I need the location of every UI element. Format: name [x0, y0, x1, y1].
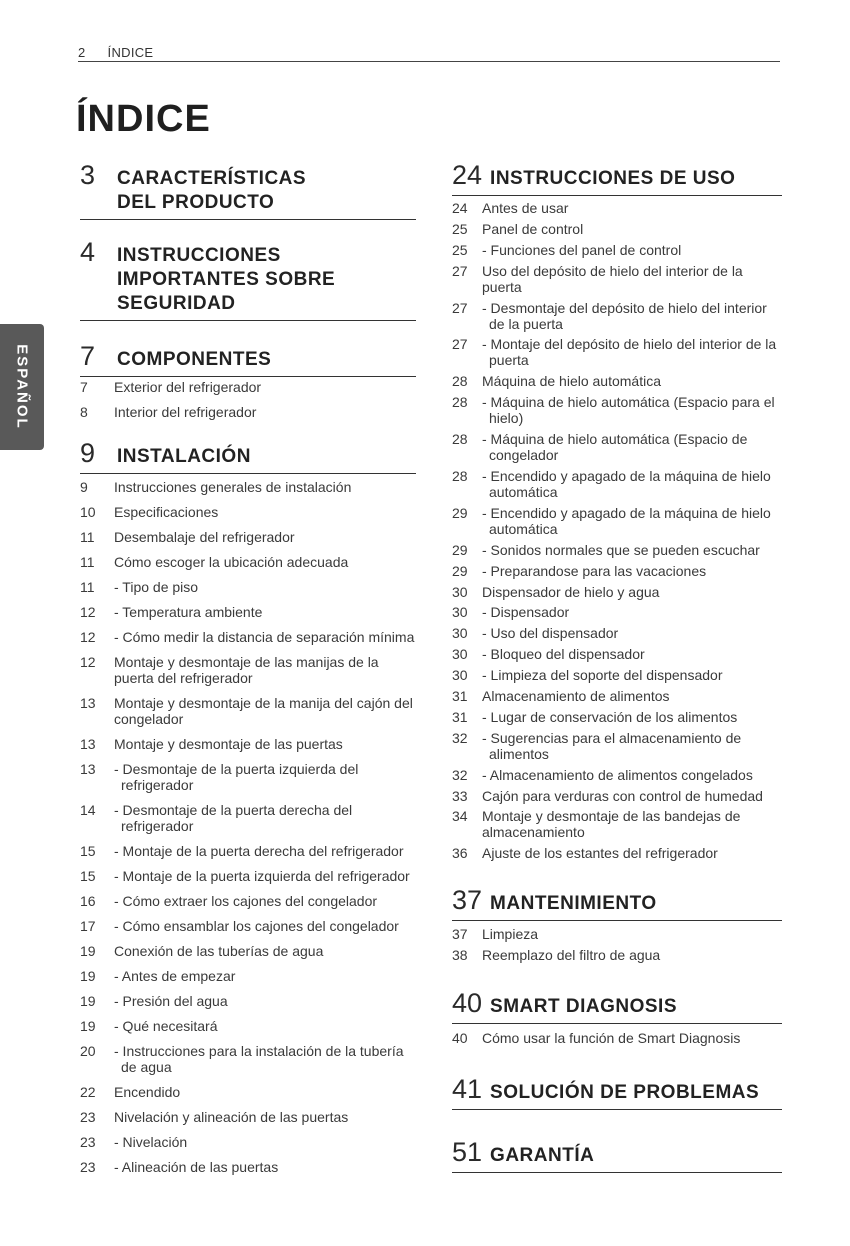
- entry-text: Montaje y desmontaje de las bandejas de almacenamiento: [482, 808, 741, 841]
- toc-entry: [80, 504, 416, 520]
- toc-section: [452, 1074, 782, 1110]
- section-heading: [80, 160, 416, 220]
- toc-entry: [452, 221, 782, 237]
- entry-text: - Sonidos normales que se pueden escuchar: [482, 541, 760, 558]
- section-page-number: 24: [452, 160, 483, 190]
- toc-entry: [80, 695, 416, 727]
- section-title: COMPONENTES: [117, 349, 272, 370]
- section-title: SOLUCIÓN DE PROBLEMAS: [490, 1082, 760, 1104]
- section-page-number: 40: [452, 988, 483, 1019]
- entry-text: - Uso del dispensador: [482, 625, 619, 642]
- section-title: MANTENIMIENTO: [490, 893, 657, 915]
- entry-page-number: 12: [80, 654, 96, 670]
- toc-entry: [452, 709, 782, 725]
- section-heading: [452, 160, 782, 196]
- entry-text: - Máquina de hielo automática (Espacio de congelador: [482, 431, 748, 464]
- section-page-number: 3: [80, 160, 96, 190]
- entry-page-number: 29: [452, 504, 468, 521]
- section-title: INSTALACIÓN: [117, 446, 251, 467]
- entry-text: Reemplazo del filtro de agua: [482, 947, 661, 964]
- section-page-number: 9: [80, 438, 96, 468]
- section-page-number: 51: [452, 1137, 483, 1168]
- toc-entry: [80, 479, 416, 495]
- entry-page-number: 32: [452, 729, 468, 746]
- toc-entry: [452, 947, 782, 963]
- toc-entry: [452, 373, 782, 389]
- entry-page-number: 15: [80, 868, 96, 884]
- entry-page-number: 25: [452, 220, 468, 237]
- entry-text: - Limpieza del soporte del dispensador: [482, 667, 723, 684]
- entry-text: - Instrucciones para la instalación de la tubería de agua: [114, 1043, 404, 1075]
- entry-page-number: 32: [452, 766, 468, 783]
- entry-text: - Lugar de conservación de los alimentos: [482, 708, 738, 725]
- entry-text: - Cómo medir la distancia de separación mínima: [114, 629, 415, 645]
- entry-page-number: 19: [80, 1018, 96, 1034]
- toc-entry: [452, 767, 782, 783]
- entry-text: - Presión del agua: [114, 993, 228, 1009]
- entry-page-number: 30: [452, 604, 468, 621]
- entry-page-number: 25: [452, 241, 468, 258]
- section-heading: [452, 1074, 782, 1110]
- entry-page-number: 30: [452, 667, 468, 684]
- entry-page-number: 22: [80, 1084, 96, 1100]
- toc-entry: [452, 667, 782, 683]
- entry-page-number: 34: [452, 808, 468, 825]
- language-side-tab: [0, 324, 44, 450]
- entry-page-number: 28: [452, 394, 468, 411]
- toc-entry: [80, 761, 416, 793]
- entry-page-number: 13: [80, 695, 96, 711]
- entry-page-number: 23: [80, 1134, 96, 1150]
- toc-entry: [80, 893, 416, 909]
- page-header: [78, 45, 780, 62]
- entry-text: - Encendido y apagado de la máquina de hielo automática: [482, 468, 771, 501]
- entry-text: - Montaje de la puerta derecha del refrigerador: [114, 843, 404, 859]
- entry-text: Cajón para verduras con control de humedad: [482, 787, 763, 804]
- section-page-number: 4: [80, 237, 96, 267]
- toc-section: [80, 160, 416, 220]
- entry-text: Ajuste de los estantes del refrigerador: [482, 845, 718, 862]
- toc-entry: [452, 730, 782, 762]
- toc-entry: [452, 625, 782, 641]
- entry-text: - Cómo ensamblar los cajones del congelador: [114, 918, 399, 934]
- toc-entry: [452, 394, 782, 426]
- section-title: GARANTÍA: [490, 1145, 595, 1167]
- toc-entry: [80, 943, 416, 959]
- entry-page-number: 29: [452, 562, 468, 579]
- entry-text: - Máquina de hielo automática (Espacio para el hielo): [482, 394, 775, 427]
- toc-section: [452, 988, 782, 1046]
- entry-page-number: 12: [80, 604, 96, 620]
- section-entries: [80, 379, 416, 420]
- entry-text: - Preparandose para las vacaciones: [482, 562, 707, 579]
- toc-entry: [452, 926, 782, 942]
- entry-text: - Desmontaje del depósito de hielo del interior de la puerta: [482, 299, 767, 332]
- toc-section: [80, 341, 416, 420]
- toc-entry: [452, 1030, 782, 1046]
- toc-entry: [80, 1084, 416, 1100]
- toc-entry: [80, 802, 416, 834]
- entry-page-number: 19: [80, 968, 96, 984]
- page-number: 2: [78, 45, 86, 60]
- entry-text: Exterior del refrigerador: [114, 379, 262, 395]
- entry-page-number: 23: [80, 1109, 96, 1125]
- toc-entry: [80, 1043, 416, 1075]
- toc-left-column: [80, 160, 416, 1175]
- entry-text: - Encendido y apagado de la máquina de hielo automática: [482, 504, 771, 537]
- section-heading: [80, 237, 416, 321]
- entry-page-number: 28: [452, 468, 468, 485]
- entry-text: - Montaje del depósito de hielo del interior de la puerta: [482, 336, 777, 369]
- section-entries: [80, 479, 416, 1175]
- toc-entry: [80, 1159, 416, 1175]
- entry-page-number: 28: [452, 431, 468, 448]
- toc-entry: [80, 1109, 416, 1125]
- toc-section: [80, 237, 416, 321]
- entry-text: - Nivelación: [114, 1134, 188, 1150]
- toc-entry: [80, 968, 416, 984]
- entry-page-number: 30: [452, 625, 468, 642]
- toc-entry: [80, 1018, 416, 1034]
- entry-page-number: 38: [452, 947, 468, 964]
- entry-text: - Desmontaje de la puerta derecha del refrigerador: [114, 802, 353, 834]
- entry-text: Montaje y desmontaje de las manijas de la puerta del refrigerador: [114, 654, 379, 686]
- entry-text: - Bloqueo del dispensador: [482, 646, 645, 663]
- entry-page-number: 19: [80, 993, 96, 1009]
- section-entries: [452, 1030, 782, 1046]
- toc-entry: [80, 579, 416, 595]
- entry-page-number: 19: [80, 943, 96, 959]
- entry-text: Interior del refrigerador: [114, 404, 257, 420]
- section-page-number: 37: [452, 885, 483, 916]
- entry-page-number: 24: [452, 200, 468, 216]
- entry-text: - Montaje de la puerta izquierda del refrigerador: [114, 868, 410, 884]
- entry-page-number: 15: [80, 843, 96, 859]
- toc-entry: [452, 646, 782, 662]
- entry-page-number: 17: [80, 918, 96, 934]
- entry-page-number: 30: [452, 583, 468, 600]
- toc-right-column: [452, 160, 782, 1173]
- entry-page-number: 28: [452, 373, 468, 390]
- language-label: ESPAÑOL: [13, 344, 31, 430]
- entry-text: Antes de usar: [482, 200, 569, 216]
- toc-entry: [452, 300, 782, 332]
- entry-page-number: 33: [452, 787, 468, 804]
- toc-entry: [452, 788, 782, 804]
- entry-page-number: 7: [80, 379, 88, 395]
- toc-entry: [80, 529, 416, 545]
- section-page-number: 41: [452, 1074, 483, 1105]
- entry-text: - Desmontaje de la puerta izquierda del refrigerador: [114, 761, 359, 793]
- entry-page-number: 31: [452, 688, 468, 705]
- toc-entry: [452, 505, 782, 537]
- section-heading: [452, 885, 782, 921]
- entry-text: - Sugerencias para el almacenamiento de alimentos: [482, 729, 742, 762]
- entry-page-number: 29: [452, 541, 468, 558]
- section-entries: [452, 200, 782, 861]
- entry-page-number: 8: [80, 404, 88, 420]
- entry-text: Almacenamiento de alimentos: [482, 688, 670, 705]
- toc-entry: [452, 336, 782, 368]
- entry-page-number: 37: [452, 926, 468, 943]
- page-title: ÍNDICE: [76, 98, 211, 140]
- entry-text: Cómo usar la función de Smart Diagnosis: [482, 1030, 741, 1047]
- entry-page-number: 40: [452, 1030, 468, 1047]
- toc-entry: [452, 200, 782, 216]
- toc-entry: [80, 1134, 416, 1150]
- toc-entry: [80, 379, 416, 395]
- entry-page-number: 36: [452, 845, 468, 862]
- entry-text: - Alineación de las puertas: [114, 1159, 279, 1175]
- toc-entry: [80, 868, 416, 884]
- toc-section: [452, 1137, 782, 1173]
- entry-page-number: 31: [452, 708, 468, 725]
- entry-text: - Temperatura ambiente: [114, 604, 263, 620]
- toc-entry: [452, 563, 782, 579]
- section-title: CARACTERÍSTICAS DEL PRODUCTO: [117, 168, 307, 213]
- entry-page-number: 11: [80, 579, 95, 595]
- toc-entry: [452, 242, 782, 258]
- entry-page-number: 11: [80, 529, 95, 545]
- entry-text: - Almacenamiento de alimentos congelados: [482, 766, 753, 783]
- entry-page-number: 27: [452, 299, 468, 316]
- toc-entry: [452, 808, 782, 840]
- section-title: INSTRUCCIONES DE USO: [490, 168, 736, 189]
- entry-text: - Tipo de piso: [114, 579, 199, 595]
- toc-entry: [452, 584, 782, 600]
- entry-text: Limpieza: [482, 926, 539, 943]
- entry-text: Máquina de hielo automática: [482, 373, 662, 390]
- toc-entry: [452, 604, 782, 620]
- section-title: SMART DIAGNOSIS: [490, 996, 677, 1018]
- entry-page-number: 27: [452, 336, 468, 353]
- toc-entry: [452, 431, 782, 463]
- entry-text: Cómo escoger la ubicación adecuada: [114, 554, 349, 570]
- toc-entry: [452, 468, 782, 500]
- entry-page-number: 13: [80, 736, 96, 752]
- entry-text: Uso del depósito de hielo del interior de la puerta: [482, 262, 743, 295]
- entry-text: - Funciones del panel de control: [482, 241, 682, 258]
- entry-page-number: 16: [80, 893, 96, 909]
- entry-text: Dispensador de hielo y agua: [482, 583, 660, 600]
- entry-page-number: 11: [80, 554, 95, 570]
- entry-text: Panel de control: [482, 220, 584, 237]
- entry-text: Encendido: [114, 1084, 181, 1100]
- entry-text: - Qué necesitará: [114, 1018, 218, 1034]
- entry-text: - Dispensador: [482, 604, 570, 621]
- section-heading: [452, 1137, 782, 1173]
- entry-text: Montaje y desmontaje de las puertas: [114, 736, 343, 752]
- toc-entry: [80, 629, 416, 645]
- entry-page-number: 23: [80, 1159, 96, 1175]
- entry-text: - Cómo extraer los cajones del congelador: [114, 893, 378, 909]
- entry-page-number: 14: [80, 802, 96, 818]
- section-entries: [452, 926, 782, 963]
- entry-page-number: 13: [80, 761, 96, 777]
- entry-text: Especificaciones: [114, 504, 219, 520]
- toc-entry: [80, 918, 416, 934]
- section-heading: [80, 341, 416, 377]
- section-heading: [452, 988, 782, 1024]
- section-title: INSTRUCCIONES IMPORTANTES SOBRE SEGURIDAD: [117, 245, 336, 314]
- entry-text: Nivelación y alineación de las puertas: [114, 1109, 349, 1125]
- entry-page-number: 10: [80, 504, 96, 520]
- toc-entry: [80, 843, 416, 859]
- toc-entry: [80, 404, 416, 420]
- toc-entry: [452, 845, 782, 861]
- entry-page-number: 9: [80, 479, 88, 495]
- toc-section: [452, 160, 782, 861]
- toc-entry: [452, 688, 782, 704]
- toc-entry: [452, 542, 782, 558]
- toc-section: [80, 438, 416, 1175]
- toc-entry: [80, 604, 416, 620]
- entry-page-number: 30: [452, 646, 468, 663]
- toc-entry: [80, 654, 416, 686]
- entry-text: Conexión de las tuberías de agua: [114, 943, 324, 959]
- entry-text: Instrucciones generales de instalación: [114, 479, 352, 495]
- toc-entry: [80, 554, 416, 570]
- entry-text: - Antes de empezar: [114, 968, 236, 984]
- entry-page-number: 20: [80, 1043, 96, 1059]
- toc-entry: [452, 263, 782, 295]
- toc-section: [452, 885, 782, 963]
- toc-entry: [80, 736, 416, 752]
- section-heading: [80, 438, 416, 474]
- entry-text: Desembalaje del refrigerador: [114, 529, 295, 545]
- toc-entry: [80, 993, 416, 1009]
- header-label: ÍNDICE: [107, 45, 154, 60]
- entry-page-number: 27: [452, 262, 468, 279]
- section-page-number: 7: [80, 341, 96, 371]
- entry-page-number: 12: [80, 629, 96, 645]
- entry-text: Montaje y desmontaje de la manija del cajón del congelador: [114, 695, 413, 727]
